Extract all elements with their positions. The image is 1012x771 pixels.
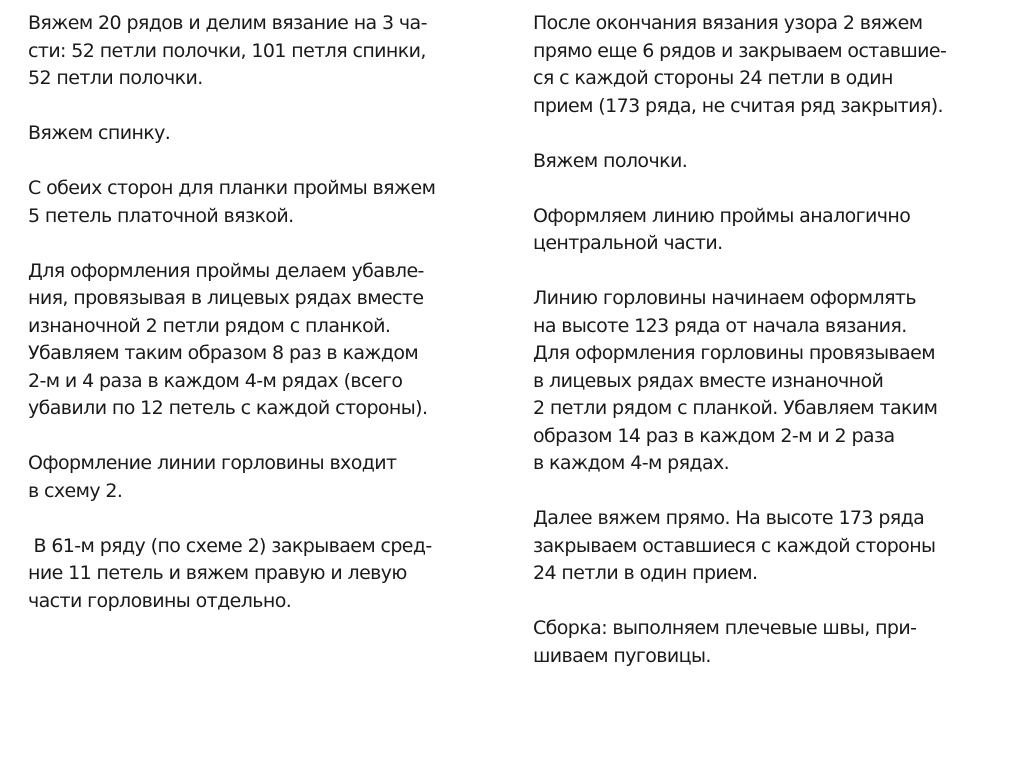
text-line: Убавляем таким образом 8 раз в каждом	[28, 342, 419, 364]
text-line: Вяжем полочки.	[533, 149, 688, 172]
text-line: Далее вяжем прямо. На высоте 173 ряда	[533, 507, 925, 529]
text-line: 52 петли полочки.	[28, 67, 203, 89]
text-line: в схему 2.	[28, 479, 123, 502]
text-line: 2 петли рядом с планкой. Убавляем таким	[533, 397, 938, 419]
text-line: Оформляем линию проймы аналогично	[533, 204, 911, 227]
left-column	[28, 10, 498, 643]
text-line: Сборка: выполняем плечевые швы, при-	[533, 617, 917, 639]
paragraph	[533, 10, 1003, 120]
text-line: Для оформления проймы делаем убавле-	[28, 259, 424, 282]
text-line: образом 14 раз в каждом 2-м и 2 раза	[533, 424, 895, 447]
text-line: ние 11 петель и вяжем правую и левую	[28, 562, 407, 584]
text-line: части горловины отдельно.	[28, 589, 292, 612]
text-line: Для оформления горловины провязываем	[533, 342, 935, 364]
text-line: Вяжем 20 рядов и делим вязание на 3 ча-	[28, 12, 427, 34]
paragraph	[28, 175, 498, 230]
text-line: центральной части.	[533, 232, 723, 254]
text-line: в каждом 4-м рядах.	[533, 452, 730, 474]
text-line: прием (173 ряда, не считая ряд закрытия).	[533, 94, 943, 117]
paragraph	[533, 615, 1003, 670]
paragraph	[533, 285, 1003, 478]
text-line: закрываем оставшиеся с каждой стороны	[533, 534, 936, 557]
paragraph	[533, 148, 1003, 176]
text-line: сти: 52 петли полочки, 101 петля спинки,	[28, 39, 426, 62]
text-line: шиваем пуговицы.	[533, 644, 711, 667]
paragraph	[28, 10, 498, 93]
text-line: изнаночной 2 петли рядом с планкой.	[28, 314, 391, 337]
text-line: на высоте 123 ряда от начала вязания.	[533, 314, 907, 337]
text-line: убавили по 12 петель с каждой стороны).	[28, 397, 428, 419]
paragraph	[533, 505, 1003, 588]
paragraph	[28, 450, 498, 505]
text-line: 24 петли в один прием.	[533, 562, 758, 584]
right-column	[533, 10, 1003, 698]
text-line: прямо еще 6 рядов и закрываем оставшие-	[533, 39, 947, 62]
text-line: ния, провязывая в лицевых рядах вместе	[28, 287, 424, 309]
text-line: Вяжем спинку.	[28, 122, 171, 144]
text-line: В 61-м ряду (по схеме 2) закрываем сред-	[28, 534, 432, 557]
text-line: 2-м и 4 раза в каждом 4-м рядах (всего	[28, 369, 403, 392]
paragraph	[28, 533, 498, 616]
text-line: После окончания вязания узора 2 вяжем	[533, 12, 923, 34]
paragraph	[28, 258, 498, 423]
text-line: в лицевых рядах вместе изнаночной	[533, 369, 884, 392]
text-line: Линию горловины начинаем оформлять	[533, 287, 916, 309]
paragraph	[28, 120, 498, 148]
paragraph	[533, 203, 1003, 258]
text-line: Оформление линии горловины входит	[28, 452, 397, 474]
text-line: С обеих сторон для планки проймы вяжем	[28, 177, 436, 199]
text-line: ся с каждой стороны 24 петли в один	[533, 67, 893, 89]
text-line: 5 петель платочной вязкой.	[28, 204, 294, 227]
